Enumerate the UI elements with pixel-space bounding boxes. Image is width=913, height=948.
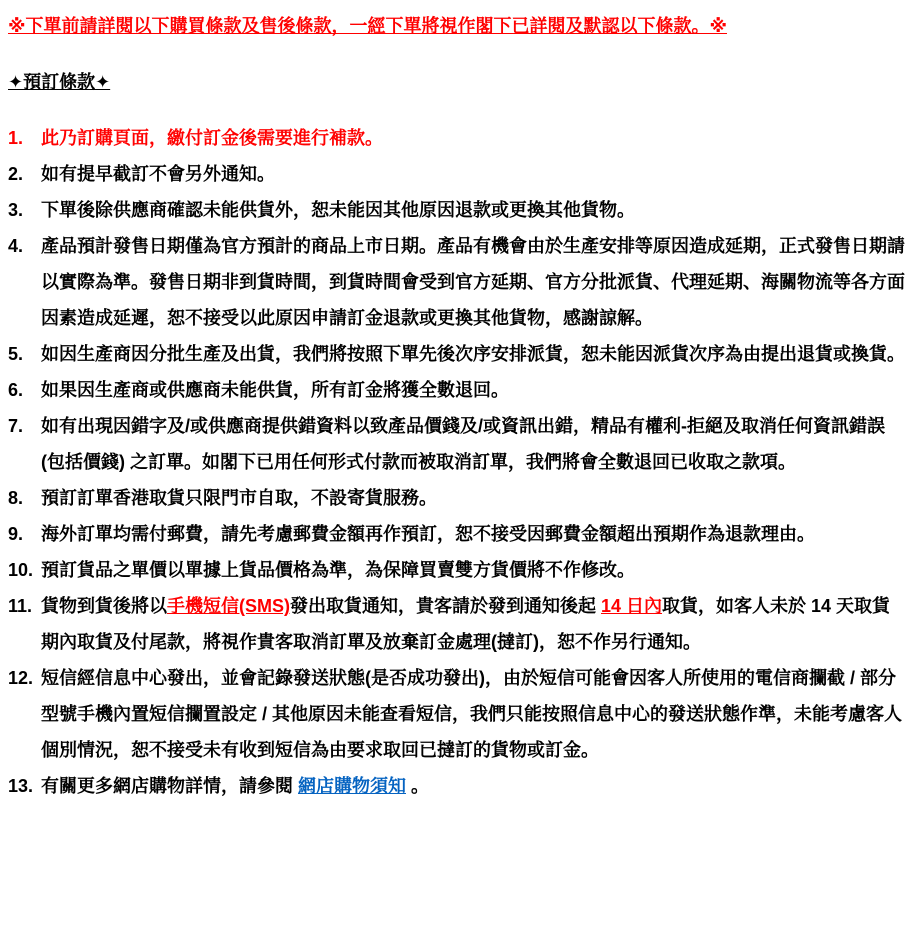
term-text [41,660,907,768]
term-number: 10. [8,560,34,580]
term-segment: 短信經信息中心發出，並會記錄發送狀態(是否成功發出)，由於短信可能會因客人所使用的電信商攔截 / 部分型號手機內置短信攔置設定 / 其他原因未能查看短信，我們只能按照信息中心的發送狀態作準，未能考慮客人個別情況，恕不接受未有收到短信為由要求取回已撻訂的貨物或訂金。 [41,668,902,760]
term-number: 5. [8,344,24,364]
page-title: ※下單前請詳閱以下購買條款及售後條款，一經下單將視作閣下已詳閱及默認以下條款。※ [8,16,727,36]
term-text [41,552,907,588]
terms-list [8,120,907,804]
term-item-8 [8,480,907,516]
section-heading-preorder-terms: ✦預訂條款✦ [8,72,111,92]
term-text [41,588,907,660]
deadline-emphasis: 14 日內 [601,596,663,616]
term-number: 11. [8,596,33,616]
term-segment: 如有提早截訂不會另外通知。 [41,164,275,184]
term-number: 13. [8,776,34,796]
sms-emphasis: 手機短信(SMS) [167,596,290,616]
term-segment: 預訂訂單香港取貨只限門市自取，不設寄貨服務。 [41,488,437,508]
term-segment: 取貨，如客人未於 14 天取貨期內取貨及付尾款，將視作貴客取消訂單及放棄訂金處理(撻訂)，恕不作另行通知。 [41,596,891,652]
term-segment: 如有出現因錯字及/或供應商提供錯資料以致產品價錢及/或資訊出錯，精品有權利-拒絕及取消任何資訊錯誤(包括價錢) 之訂單。如閣下已用任何形式付款而被取消訂單，我們將會全數退回已收取之款項。 [41,416,885,472]
term-item-7 [8,408,907,480]
term-segment: 有關更多網店購物詳情，請參閱 [41,776,298,796]
term-item-13 [8,768,907,804]
term-segment: 預訂貨品之單價以單據上貨品價格為準，為保障買賣雙方貨價將不作修改。 [41,560,635,580]
term-text [41,408,907,480]
term-text [41,768,907,804]
term-segment: 。 [406,776,430,796]
term-segment: 下單後除供應商確認未能供貨外，恕未能因其他原因退款或更換其他貨物。 [41,200,635,220]
term-number: 2. [8,164,24,184]
term-text [41,192,907,228]
term-number: 3. [8,200,24,220]
term-item-9 [8,516,907,552]
term-item-11 [8,588,907,660]
term-item-10 [8,552,907,588]
term-number: 6. [8,380,24,400]
term-text [41,516,907,552]
term-item-6 [8,372,907,408]
term-segment: 海外訂單均需付郵費，請先考慮郵費金額再作預訂，恕不接受因郵費金額超出預期作為退款理由。 [41,524,815,544]
term-segment: 此乃訂購頁面，繳付訂金後需要進行補款。 [41,128,383,148]
term-item-5 [8,336,907,372]
term-item-2 [8,156,907,192]
term-text [41,228,907,336]
term-segment: 產品預計發售日期僅為官方預計的商品上市日期。產品有機會由於生產安排等原因造成延期，正式發售日期請以實際為準。發售日期非到貨時間，到貨時間會受到官方延期、官方分批派貨、代理延期、海關物流等各方面因素造成延遲，恕不接受以此原因申請訂金退款或更換其他貨物，感謝諒解。 [41,236,905,328]
term-segment: 發出取貨通知，貴客請於發到通知後起 [290,596,601,616]
term-number: 9. [8,524,24,544]
term-text [41,480,907,516]
shop-guide-link[interactable]: 網店購物須知 [298,776,406,796]
term-text [41,372,907,408]
term-item-12 [8,660,907,768]
term-number: 8. [8,488,24,508]
term-text [41,336,907,372]
term-text [41,120,907,156]
term-item-4 [8,228,907,336]
term-number: 12. [8,668,34,688]
term-item-1 [8,120,907,156]
term-item-3 [8,192,907,228]
term-text [41,156,907,192]
term-segment: 貨物到貨後將以 [41,596,167,616]
term-segment: 如因生產商因分批生產及出貨，我們將按照下單先後次序安排派貨，恕未能因派貨次序為由提出退貨或換貨。 [41,344,905,364]
term-segment: 如果因生產商或供應商未能供貨，所有訂金將獲全數退回。 [41,380,509,400]
term-number: 1. [8,128,24,148]
term-number: 7. [8,416,24,436]
term-number: 4. [8,236,24,256]
